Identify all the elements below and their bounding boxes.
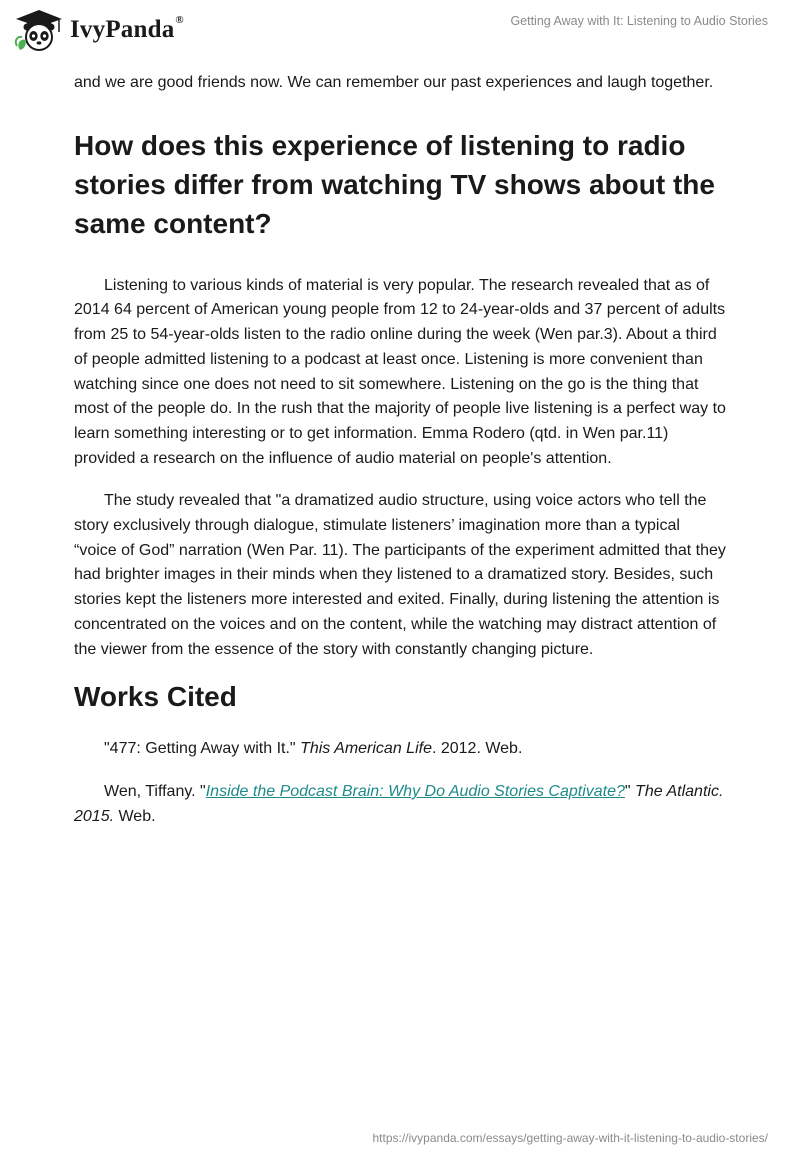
brand-name: IvyPanda® xyxy=(70,14,184,43)
works-cited-heading: Works Cited xyxy=(74,681,237,713)
page-header xyxy=(0,0,800,70)
citation-link[interactable]: Inside the Podcast Brain: Why Do Audio Stories Captivate? xyxy=(205,782,625,800)
continued-paragraph: and we are good friends now. We can remember our past experiences and laugh together. xyxy=(74,74,714,91)
essay-content xyxy=(74,70,726,829)
ivypanda-logo[interactable] xyxy=(14,8,184,52)
body-paragraph: Listening to various kinds of material is very popular. The research revealed that as of 2014 64 percent of American young people from 12 to 24-year-olds and 37 percent of adults from 25 to 54-year-olds listen to the radio online during the week (Wen par.3). About a third of people admitted listening to a podcast at least once. Listening is more convenient than watching since one does not need to sit somewhere. Listening on the go is the thing that most of the people do. In the rush that the majority of people live listening is a perfect way to learn something interesting or to get information. Emma Rodero (qtd. in Wen par.11) provided a research on the influence of audio material on people's attention. xyxy=(74,276,726,467)
document-title: Getting Away with It: Listening to Audio Stories xyxy=(510,14,768,28)
section-heading: How does this experience of listening to radio stories differ from watching TV shows about the same content? xyxy=(74,129,715,239)
source-url: https://ivypanda.com/essays/getting-away-with-it-listening-to-audio-stories/ xyxy=(372,1131,768,1145)
panda-logo-icon xyxy=(14,8,64,52)
citation-entry: Wen, Tiffany. "Inside the Podcast Brain: Why Do Audio Stories Captivate?" The Atlantic. 2015. Web. xyxy=(74,782,724,825)
body-paragraph: The study revealed that "a dramatized audio structure, using voice actors who tell the story exclusively through dialogue, stimulate listeners’ imagination more than a typical “voice of God” narration (Wen Par. 11). The participants of the experiment admitted that they had brighter images in their minds when they listened to a dramatized story. Besides, such stories kept the listeners more interested and exited. Finally, during listening the attention is concentrated on the voices and on the content, while the watching may distract attention of the viewer from the essence of the story with constantly changing picture. xyxy=(74,492,726,658)
citation-entry: "477: Getting Away with It." This American Life. 2012. Web. xyxy=(104,740,523,758)
